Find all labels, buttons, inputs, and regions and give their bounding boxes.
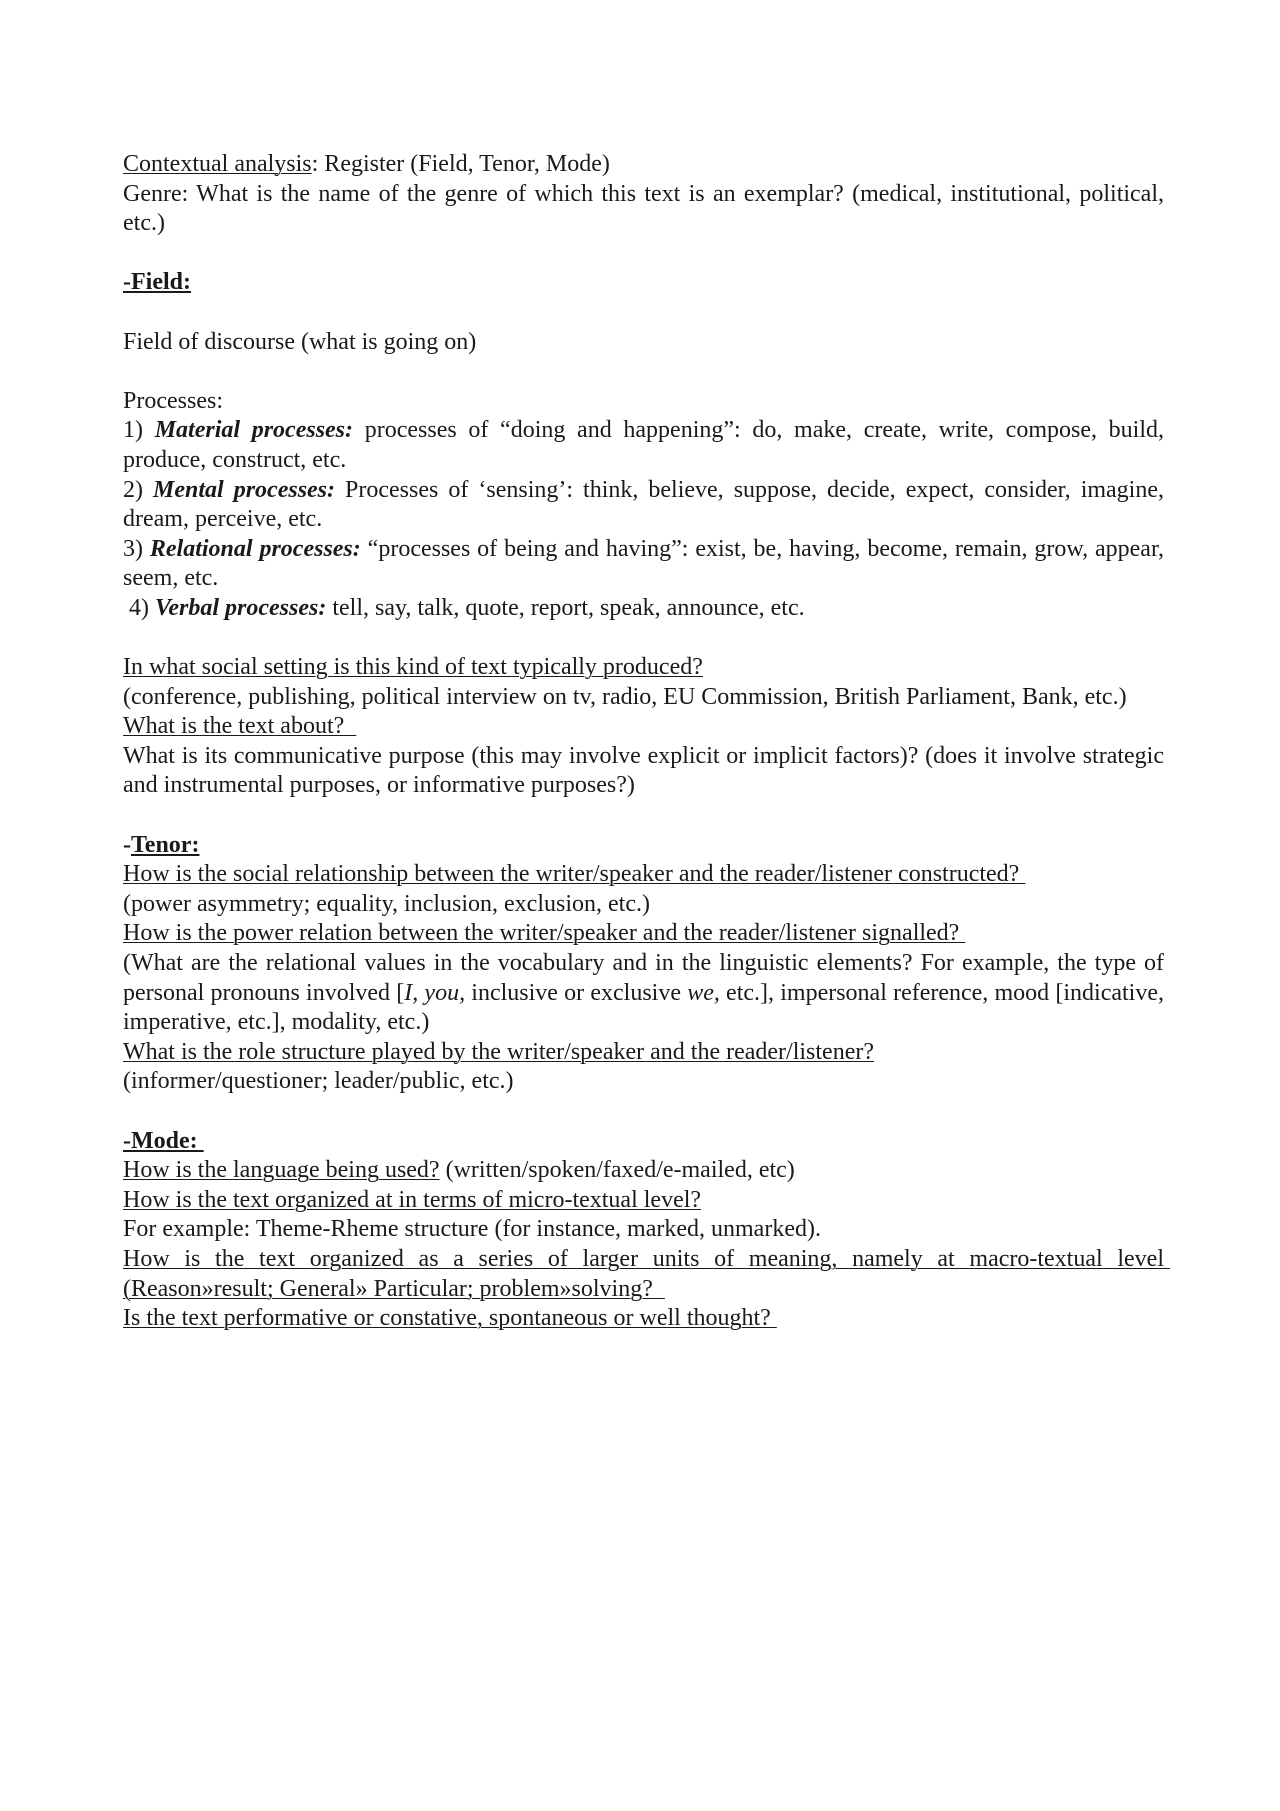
mode-question-performative: Is the text performative or constative, spontaneous or well thought? xyxy=(123,1305,777,1332)
contextual-analysis-title: Contextual analysis xyxy=(123,151,312,177)
text-about-question: What is the text about? xyxy=(123,713,357,740)
social-setting-question: In what social setting is this kind of text typically produced? xyxy=(123,654,703,681)
contextual-analysis-line: Contextual analysis: Register (Field, Tenor, Mode) xyxy=(123,151,610,177)
process-term: Material processes: xyxy=(154,417,354,444)
communicative-purpose: What is its communicative purpose (this may involve explicit or implicit factors)? (does it involve strategic and instrumental purposes, or informative purposes?) xyxy=(123,742,1164,799)
processes-label: Processes: xyxy=(123,387,223,414)
mode-question-language: How is the language being used? (written/spoken/faxed/e-mailed, etc) xyxy=(123,1157,795,1184)
field-of-discourse: Field of discourse (what is going on) xyxy=(123,328,477,355)
tenor-question-power: How is the power relation between the writer/speaker and the reader/listener signalled? xyxy=(123,920,966,947)
tenor-heading: -Tenor: xyxy=(123,831,200,858)
mode-answer-micro: For example: Theme-Rheme structure (for instance, marked, unmarked). xyxy=(123,1216,821,1243)
field-heading: -Field: xyxy=(123,269,191,296)
document-page xyxy=(123,150,1170,1334)
tenor-answer-role: (informer/questioner; leader/public, etc.) xyxy=(123,1068,514,1095)
process-item-mental: 2) Mental processes: Processes of ‘sensing’: think, believe, suppose, decide, expect, consider, imagine, dream, perceive, etc. xyxy=(123,476,1164,533)
process-item-verbal: 4) Verbal processes: tell, say, talk, quote, report, speak, announce, etc. xyxy=(129,594,805,621)
process-term: Relational processes: xyxy=(149,535,361,562)
tenor-answer-relationship: (power asymmetry; equality, inclusion, exclusion, etc.) xyxy=(123,890,650,917)
mode-question-micro: How is the text organized at in terms of micro-textual level? xyxy=(123,1186,702,1213)
tenor-answer-power: (What are the relational values in the vocabulary and in the linguistic elements? For example, the type of personal pronouns involved [I, you, inclusive or exclusive we, etc.], impersonal reference, mood [indicative, imperative, etc.], modality, etc.) xyxy=(123,950,1165,1036)
tenor-question-relationship: How is the social relationship between the writer/speaker and the reader/listener constructed? xyxy=(123,861,1026,888)
mode-question-macro: How is the text organized as a series of larger units of meaning, namely at macro-textual level (Reason»result; General» Particular; problem»solving? xyxy=(123,1245,1170,1302)
process-item-relational: 3) Relational processes: “processes of being and having”: exist, be, having, become, remain, grow, appear, seem, etc. xyxy=(123,535,1164,592)
process-term: Mental processes: xyxy=(153,476,336,503)
tenor-question-role: What is the role structure played by the writer/speaker and the reader/listener? xyxy=(123,1038,875,1065)
process-term: Verbal processes: xyxy=(155,594,327,621)
process-item-material: 1) Material processes: processes of “doing and happening”: do, make, create, write, compose, build, produce, construct, etc. xyxy=(123,417,1164,473)
mode-heading: -Mode: xyxy=(123,1127,204,1154)
genre-question: Genre: What is the name of the genre of which this text is an exemplar? (medical, institutional, political, etc.) xyxy=(123,180,1164,237)
social-setting-answer: (conference, publishing, political interview on tv, radio, EU Commission, British Parliament, Bank, etc.) xyxy=(123,683,1127,710)
